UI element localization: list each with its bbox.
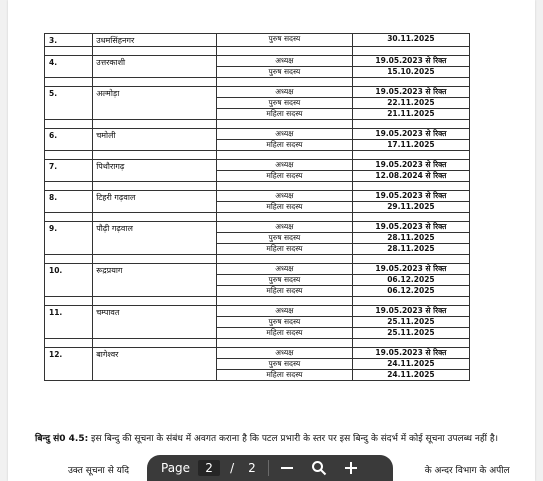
minus-icon — [280, 461, 294, 475]
total-pages: 2 — [248, 461, 256, 475]
spacer-cell — [216, 213, 352, 222]
date-cell: 19.05.2023 से रिक्त — [352, 348, 469, 359]
spacer-cell — [352, 182, 469, 191]
date-cell: 19.05.2023 से रिक्त — [352, 191, 469, 202]
post-cell: अध्यक्ष — [216, 306, 352, 317]
district-vacancy-table — [44, 33, 470, 381]
post-cell: अध्यक्ष — [216, 191, 352, 202]
zoom-in-button[interactable] — [337, 457, 365, 479]
date-cell: 06.12.2025 — [352, 275, 469, 286]
post-cell: अध्यक्ष — [216, 160, 352, 171]
spacer-cell — [352, 151, 469, 160]
district-cell: चमोली — [93, 129, 217, 151]
row-spacer — [45, 47, 470, 56]
post-cell: अध्यक्ष — [216, 56, 352, 67]
date-cell: 24.11.2025 — [352, 359, 469, 370]
post-cell: महिला सदस्य — [216, 328, 352, 339]
spacer-cell — [93, 255, 217, 264]
spacer-cell — [352, 297, 469, 306]
post-cell: महिला सदस्य — [216, 140, 352, 151]
post-cell: पुरुष सदस्य — [216, 98, 352, 109]
spacer-cell — [93, 213, 217, 222]
district-cell: टिहरी गढ़वाल — [93, 191, 217, 213]
date-cell: 17.11.2025 — [352, 140, 469, 151]
serial-number-cell: 7. — [45, 160, 93, 182]
table-row — [45, 160, 470, 171]
post-cell: पुरुष सदस्य — [216, 317, 352, 328]
date-cell: 25.11.2025 — [352, 317, 469, 328]
post-cell: पुरुष सदस्य — [216, 34, 352, 47]
date-cell: 19.05.2023 से रिक्त — [352, 160, 469, 171]
table-row — [45, 34, 470, 47]
table-row — [45, 129, 470, 140]
spacer-cell — [216, 47, 352, 56]
plus-icon — [344, 461, 358, 475]
serial-number-cell: 9. — [45, 222, 93, 255]
date-cell: 21.11.2025 — [352, 109, 469, 120]
post-cell: महिला सदस्य — [216, 171, 352, 182]
spacer-cell — [352, 255, 469, 264]
serial-number-cell: 12. — [45, 348, 93, 381]
spacer-cell — [216, 151, 352, 160]
spacer-cell — [216, 78, 352, 87]
date-cell: 19.05.2023 से रिक्त — [352, 222, 469, 233]
table-row — [45, 191, 470, 202]
table-row — [45, 222, 470, 233]
district-cell: पिथौरागढ़ — [93, 160, 217, 182]
post-cell: पुरुष सदस्य — [216, 275, 352, 286]
zoom-out-button[interactable] — [273, 457, 301, 479]
paragraph-line2-end: के अन्दर विभाग के अपील — [424, 466, 510, 476]
page-separator: / — [230, 461, 235, 475]
spacer-cell — [45, 255, 93, 264]
date-cell: 28.11.2025 — [352, 233, 469, 244]
serial-number-cell: 5. — [45, 87, 93, 120]
date-cell: 12.08.2024 से रिक्त — [352, 171, 469, 182]
table-row — [45, 264, 470, 275]
date-cell: 24.11.2025 — [352, 370, 469, 381]
post-cell: महिला सदस्य — [216, 286, 352, 297]
date-cell: 28.11.2025 — [352, 244, 469, 255]
table-row — [45, 348, 470, 359]
spacer-cell — [93, 120, 217, 129]
row-spacer — [45, 120, 470, 129]
spacer-cell — [93, 151, 217, 160]
paragraph-4-5 — [35, 433, 515, 445]
serial-number-cell: 8. — [45, 191, 93, 213]
date-cell: 19.05.2023 से रिक्त — [352, 264, 469, 275]
spacer-cell — [352, 339, 469, 348]
post-cell: अध्यक्ष — [216, 87, 352, 98]
spacer-cell — [45, 182, 93, 191]
table-body — [45, 34, 470, 381]
serial-number-cell: 10. — [45, 264, 93, 297]
spacer-cell — [93, 182, 217, 191]
serial-number-cell: 6. — [45, 129, 93, 151]
row-spacer — [45, 297, 470, 306]
spacer-cell — [216, 339, 352, 348]
spacer-cell — [93, 339, 217, 348]
paragraph-heading: बिन्दु सं0 4.5: — [35, 434, 89, 444]
spacer-cell — [93, 47, 217, 56]
date-cell: 29.11.2025 — [352, 202, 469, 213]
post-cell: पुरुष सदस्य — [216, 233, 352, 244]
spacer-cell — [45, 297, 93, 306]
row-spacer — [45, 78, 470, 87]
post-cell: महिला सदस्य — [216, 370, 352, 381]
date-cell: 19.05.2023 से रिक्त — [352, 56, 469, 67]
spacer-cell — [216, 182, 352, 191]
row-spacer — [45, 213, 470, 222]
district-cell: पौढ़ी गढ़वाल — [93, 222, 217, 255]
serial-number-cell: 11. — [45, 306, 93, 339]
post-cell: अध्यक्ष — [216, 222, 352, 233]
post-cell: महिला सदस्य — [216, 109, 352, 120]
spacer-cell — [216, 297, 352, 306]
date-cell: 19.05.2023 से रिक्त — [352, 129, 469, 140]
row-spacer — [45, 182, 470, 191]
spacer-cell — [45, 339, 93, 348]
district-cell: उधमसिंहनगर — [93, 34, 217, 47]
paragraph-text: इस बिन्दु की सूचना के संबंध में अवगत कराना है कि पटल प्रभारी के स्तर पर इस बिन्दु के संदर्भ में कोई सूचना उपलब्ध नहीं है। — [88, 434, 499, 444]
date-cell: 22.11.2025 — [352, 98, 469, 109]
pdf-page-toolbar — [147, 455, 393, 481]
row-spacer — [45, 151, 470, 160]
date-cell: 19.05.2023 से रिक्त — [352, 306, 469, 317]
spacer-cell — [45, 78, 93, 87]
post-cell: अध्यक्ष — [216, 129, 352, 140]
toolbar-divider — [268, 460, 269, 476]
spacer-cell — [216, 120, 352, 129]
post-cell: अध्यक्ष — [216, 264, 352, 275]
spacer-cell — [216, 255, 352, 264]
spacer-cell — [93, 78, 217, 87]
pdf-page — [8, 0, 535, 481]
post-cell: पुरुष सदस्य — [216, 67, 352, 78]
page-label: Page — [161, 461, 191, 475]
serial-number-cell: 4. — [45, 56, 93, 78]
spacer-cell — [352, 47, 469, 56]
spacer-cell — [352, 78, 469, 87]
date-cell: 15.10.2025 — [352, 67, 469, 78]
row-spacer — [45, 339, 470, 348]
spacer-cell — [45, 151, 93, 160]
serial-number-cell: 3. — [45, 34, 93, 47]
spacer-cell — [45, 213, 93, 222]
district-cell: चम्पावत — [93, 306, 217, 339]
date-cell: 06.12.2025 — [352, 286, 469, 297]
spacer-cell — [352, 120, 469, 129]
date-cell: 25.11.2025 — [352, 328, 469, 339]
district-cell: अल्मोड़ा — [93, 87, 217, 120]
district-cell: उत्तरकाशी — [93, 56, 217, 78]
district-cell: बागेश्वर — [93, 348, 217, 381]
paragraph-line2-start: उक्त सूचना से यदि — [68, 466, 130, 476]
table-row — [45, 306, 470, 317]
magnifier-icon — [311, 460, 327, 476]
search-button[interactable] — [305, 457, 333, 479]
current-page-input[interactable]: 2 — [198, 460, 220, 476]
date-cell: 30.11.2025 — [352, 34, 469, 47]
spacer-cell — [45, 47, 93, 56]
table-row — [45, 87, 470, 98]
post-cell: महिला सदस्य — [216, 244, 352, 255]
post-cell: पुरुष सदस्य — [216, 359, 352, 370]
spacer-cell — [93, 297, 217, 306]
post-cell: अध्यक्ष — [216, 348, 352, 359]
spacer-cell — [45, 120, 93, 129]
district-cell: रूद्रप्रयाग — [93, 264, 217, 297]
spacer-cell — [352, 213, 469, 222]
post-cell: महिला सदस्य — [216, 202, 352, 213]
date-cell: 19.05.2023 से रिक्त — [352, 87, 469, 98]
row-spacer — [45, 255, 470, 264]
table-row — [45, 56, 470, 67]
